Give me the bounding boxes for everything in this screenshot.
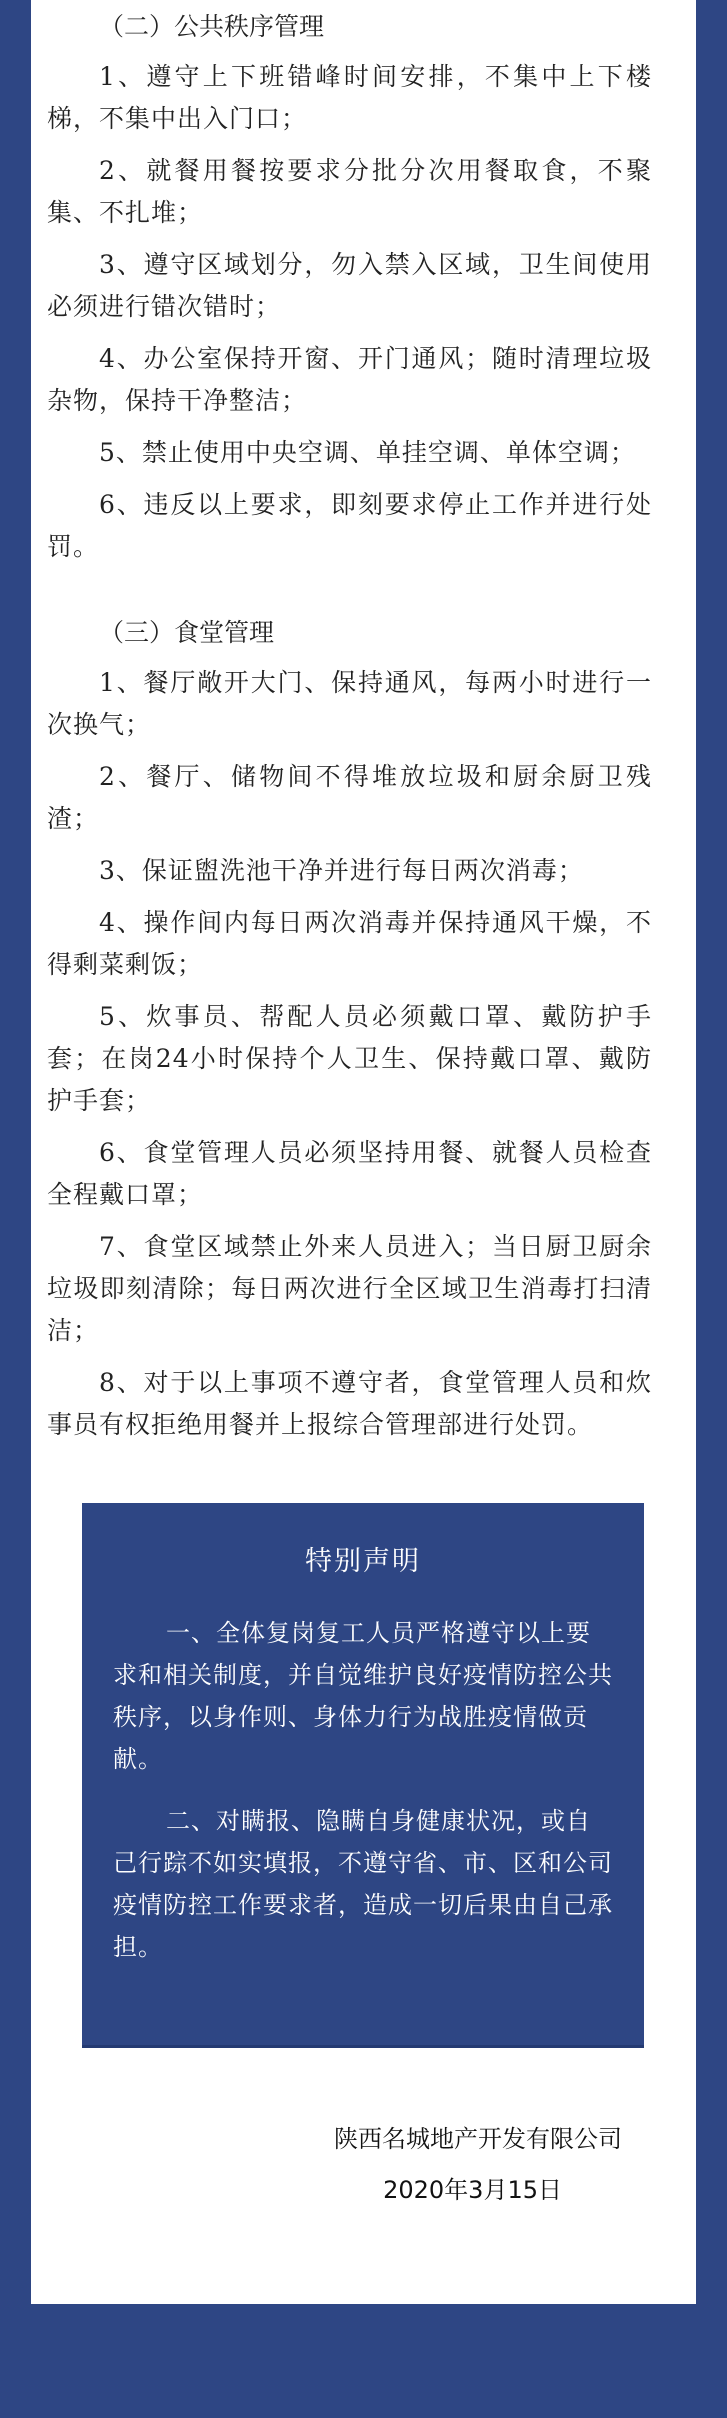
public-order-section <box>47 6 652 578</box>
notice-title: 特别声明 <box>305 1546 421 1577</box>
canteen-item: 4、操作间内每日两次消毒并保持通风干燥，不得剩菜剩饭； <box>47 908 652 979</box>
public-order-item: 1、遵守上下班错峰时间安排，不集中上下楼梯，不集中出入门口； <box>47 62 652 133</box>
canteen-item: 3、保证盥洗池干净并进行每日两次消毒； <box>99 856 584 885</box>
notice-body <box>82 1612 644 1968</box>
section-heading-canteen: （三）食堂管理 <box>99 618 275 647</box>
public-order-item: 5、禁止使用中央空调、单挂空调、单体空调； <box>99 438 636 467</box>
canteen-item: 5、炊事员、帮配人员必须戴口罩、戴防护手套；在岗24小时保持个人卫生、保持戴口罩、戴防护手套； <box>47 1002 652 1115</box>
public-order-item: 4、办公室保持开窗、开门通风；随时清理垃圾杂物，保持干净整洁； <box>47 344 652 415</box>
canteen-item: 6、食堂管理人员必须坚持用餐、就餐人员检查全程戴口罩； <box>47 1138 652 1209</box>
canteen-item: 7、食堂区域禁止外来人员进入；当日厨卫厨余垃圾即刻清除；每日两次进行全区域卫生消毒打扫清洁； <box>47 1232 652 1345</box>
signature-company: 陕西名城地产开发有限公司 <box>334 2125 622 2153</box>
public-order-item: 2、就餐用餐按要求分批分次用餐取食，不聚集、不扎堆； <box>47 156 652 227</box>
special-notice-box <box>82 1503 644 2048</box>
canteen-item: 8、对于以上事项不遵守者，食堂管理人员和炊事员有权拒绝用餐并上报综合管理部进行处罚。 <box>47 1368 652 1439</box>
canteen-section <box>47 612 652 1456</box>
signature-date: 2020年3月15日 <box>383 2176 562 2204</box>
canteen-item: 2、餐厅、储物间不得堆放垃圾和厨余厨卫残渣； <box>47 762 652 833</box>
public-order-item: 6、违反以上要求，即刻要求停止工作并进行处罚。 <box>47 490 652 561</box>
canteen-item: 1、餐厅敞开大门、保持通风，每两小时进行一次换气； <box>47 668 652 739</box>
section-heading-public-order: （二）公共秩序管理 <box>99 12 325 41</box>
notice-paragraph: 二、对瞒报、隐瞒自身健康状况，或自己行踪不如实填报，不遵守省、市、区和公司疫情防控工作要求者，造成一切后果由自己承担。 <box>113 1807 613 1961</box>
public-order-item: 3、遵守区域划分，勿入禁入区域，卫生间使用必须进行错次错时； <box>47 250 652 321</box>
notice-paragraph: 一、全体复岗复工人员严格遵守以上要求和相关制度，并自觉维护良好疫情防控公共秩序，以身作则、身体力行为战胜疫情做贡献。 <box>113 1619 613 1773</box>
